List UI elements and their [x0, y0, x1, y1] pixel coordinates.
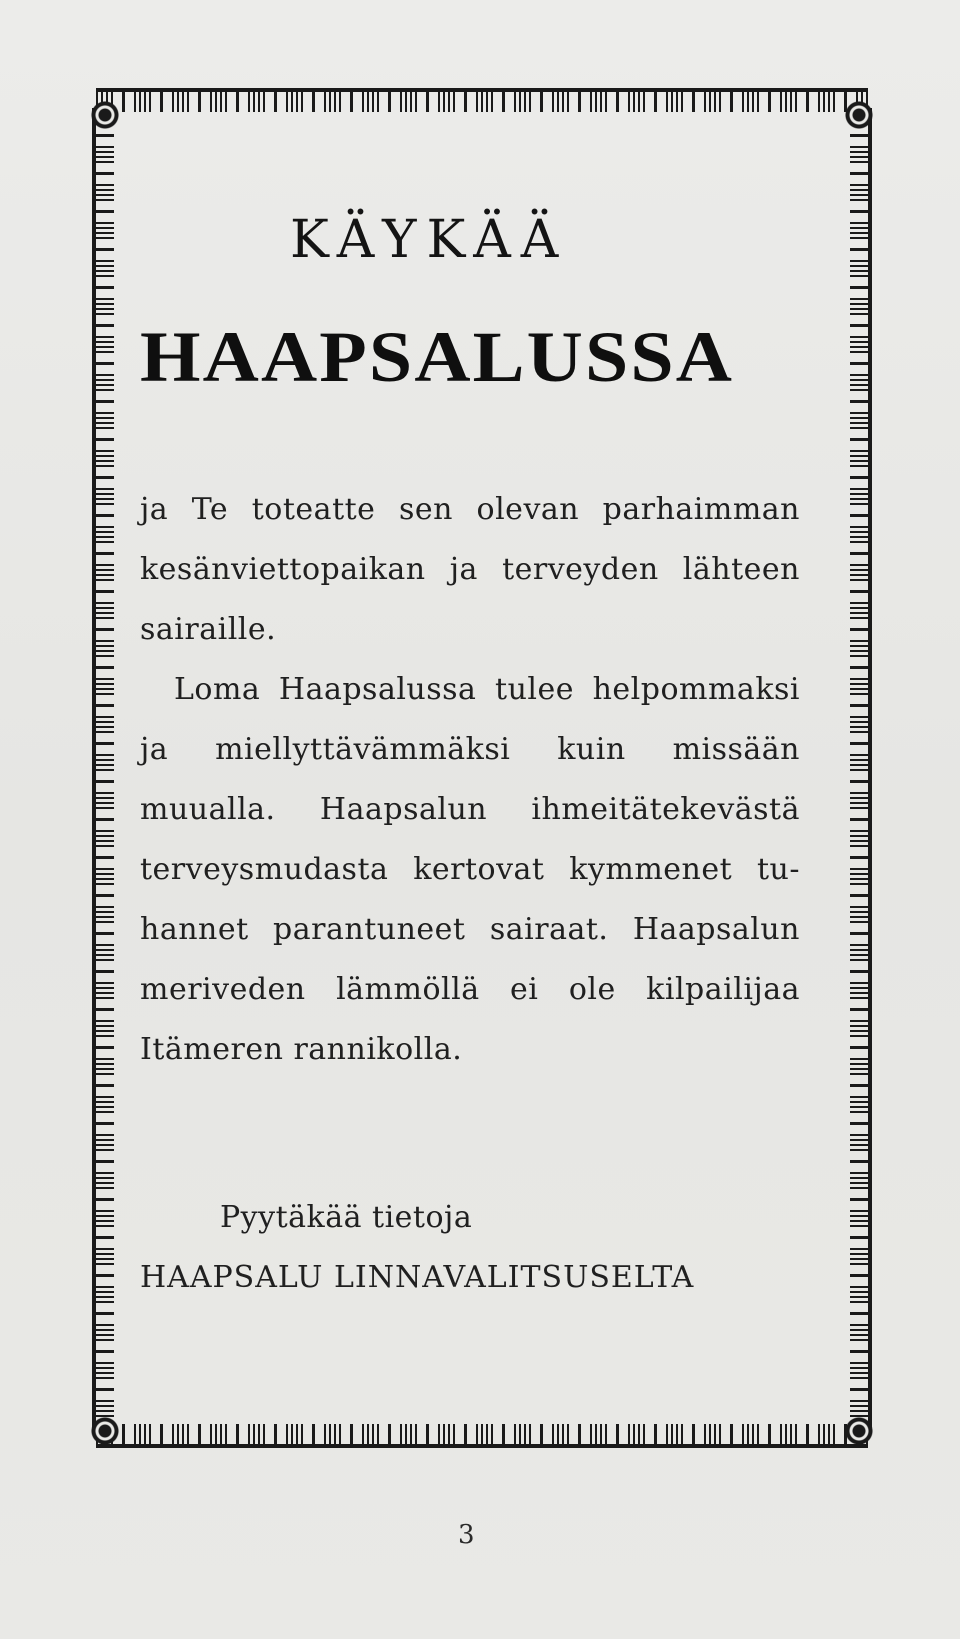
- text-line: Loma Haapsalussa tulee helpommaksi: [174, 672, 800, 707]
- corner-ornament-icon: [844, 1416, 874, 1446]
- ornamental-border-bottom: [96, 1424, 868, 1448]
- corner-ornament-icon: [90, 100, 120, 130]
- text-line: Itämeren rannikolla.: [140, 1032, 463, 1067]
- corner-ornament-icon: [844, 100, 874, 130]
- text-line: ja Te toteatte sen olevan parhaimman: [140, 492, 800, 527]
- text-line: hannet parantuneet sairaat. Haapsalun: [140, 912, 800, 947]
- text-line: kesänviettopaikan ja terveyden lähteen: [140, 552, 800, 587]
- paragraph-intro: [140, 480, 800, 660]
- corner-ornament-icon: [90, 1416, 120, 1446]
- ornamental-border-right: [850, 108, 872, 1428]
- text-line: meriveden lämmöllä ei ole kilpailijaa: [140, 972, 800, 1007]
- request-info-text: Pyytäkää tietoja: [220, 1200, 473, 1235]
- text-line: terveysmudasta kertovat kymmenet tu-: [140, 852, 800, 887]
- text-line: sairaille.: [140, 612, 277, 647]
- sender-name: HAAPSALU LINNAVALITSUSELTA: [140, 1260, 695, 1295]
- page-number: 3: [458, 1520, 475, 1550]
- ornamental-border-top: [96, 88, 868, 112]
- text-line: muualla. Haapsalun ihmeitätekevästä: [140, 792, 800, 827]
- paragraph-details: [140, 660, 800, 1080]
- ornamental-border-left: [92, 108, 114, 1428]
- text-line: ja miellyttävämmäksi kuin missään: [140, 732, 800, 767]
- kicker-heading: KÄYKÄÄ: [290, 210, 569, 270]
- headline: HAAPSALUSSA: [140, 317, 735, 397]
